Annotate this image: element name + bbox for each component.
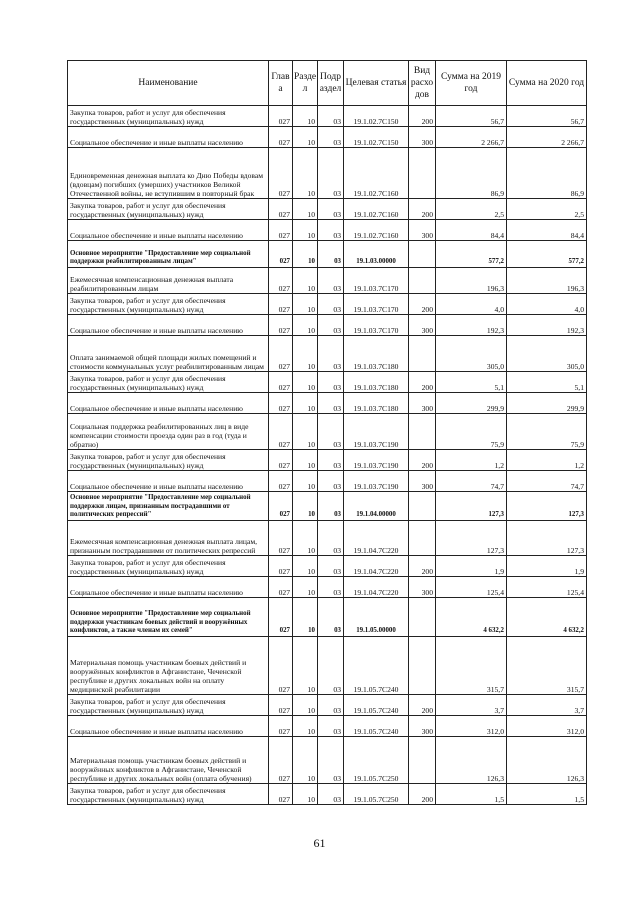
cell-razdel: 10 bbox=[293, 199, 318, 220]
header-vid-raskhodov: Вид расхо дов bbox=[409, 61, 436, 106]
cell-vr: 200 bbox=[409, 372, 436, 393]
cell-glava: 027 bbox=[269, 268, 293, 294]
cell-glava: 027 bbox=[269, 492, 293, 521]
cell-cs: 19.1.03.7С190 bbox=[344, 471, 409, 492]
cell-s20: 299,9 bbox=[507, 393, 587, 414]
cell-s20: 577,2 bbox=[507, 241, 587, 268]
cell-razdel: 10 bbox=[293, 737, 318, 784]
cell-razdel: 10 bbox=[293, 127, 318, 148]
cell-glava: 027 bbox=[269, 471, 293, 492]
cell-vr bbox=[409, 268, 436, 294]
cell-s19: 299,9 bbox=[436, 393, 507, 414]
cell-s20: 4,0 bbox=[507, 294, 587, 315]
cell-s20: 56,7 bbox=[507, 106, 587, 127]
cell-podr: 03 bbox=[318, 737, 344, 784]
cell-razdel: 10 bbox=[293, 492, 318, 521]
cell-name: Социальное обеспечение и иные выплаты населению bbox=[68, 220, 269, 241]
cell-razdel: 10 bbox=[293, 393, 318, 414]
cell-cs: 19.1.04.7С220 bbox=[344, 521, 409, 556]
cell-razdel: 10 bbox=[293, 106, 318, 127]
page-number: 61 bbox=[313, 836, 326, 850]
cell-glava: 027 bbox=[269, 372, 293, 393]
table-row bbox=[68, 393, 587, 414]
cell-razdel: 10 bbox=[293, 414, 318, 450]
cell-name: Основное мероприятие "Предоставление мер социальной поддержки реабилитированным лицам" bbox=[68, 241, 269, 268]
cell-cs: 19.1.04.00000 bbox=[344, 492, 409, 521]
cell-vr: 300 bbox=[409, 716, 436, 737]
cell-name: Закупка товаров, работ и услуг для обеспечения государственных (муниципальных) нужд bbox=[68, 450, 269, 471]
cell-podr: 03 bbox=[318, 556, 344, 577]
cell-razdel: 10 bbox=[293, 268, 318, 294]
cell-s19: 1,9 bbox=[436, 556, 507, 577]
cell-s19: 2 266,7 bbox=[436, 127, 507, 148]
cell-glava: 027 bbox=[269, 637, 293, 695]
cell-s19: 5,1 bbox=[436, 372, 507, 393]
cell-podr: 03 bbox=[318, 471, 344, 492]
cell-name: Социальное обеспечение и иные выплаты населению bbox=[68, 315, 269, 336]
cell-s19: 577,2 bbox=[436, 241, 507, 268]
cell-s19: 84,4 bbox=[436, 220, 507, 241]
cell-cs: 19.1.03.7С180 bbox=[344, 393, 409, 414]
cell-podr: 03 bbox=[318, 372, 344, 393]
cell-razdel: 10 bbox=[293, 556, 318, 577]
cell-glava: 027 bbox=[269, 414, 293, 450]
header-sum-2019: Сумма на 2019 год bbox=[436, 61, 507, 106]
cell-podr: 03 bbox=[318, 148, 344, 199]
cell-cs: 19.1.05.7С240 bbox=[344, 695, 409, 716]
cell-podr: 03 bbox=[318, 450, 344, 471]
cell-cs: 19.1.05.7С240 bbox=[344, 637, 409, 695]
cell-s20: 5,1 bbox=[507, 372, 587, 393]
cell-razdel: 10 bbox=[293, 372, 318, 393]
cell-podr: 03 bbox=[318, 220, 344, 241]
table-row-section bbox=[68, 241, 587, 268]
cell-cs: 19.1.02.7С150 bbox=[344, 106, 409, 127]
cell-vr bbox=[409, 336, 436, 372]
cell-s20: 84,4 bbox=[507, 220, 587, 241]
table-header bbox=[68, 61, 587, 106]
cell-cs: 19.1.02.7С160 bbox=[344, 199, 409, 220]
cell-s20: 127,3 bbox=[507, 521, 587, 556]
cell-cs: 19.1.03.00000 bbox=[344, 241, 409, 268]
cell-glava: 027 bbox=[269, 521, 293, 556]
cell-s19: 56,7 bbox=[436, 106, 507, 127]
cell-s19: 196,3 bbox=[436, 268, 507, 294]
cell-cs: 19.1.03.7С170 bbox=[344, 315, 409, 336]
cell-podr: 03 bbox=[318, 336, 344, 372]
cell-s20: 86,9 bbox=[507, 148, 587, 199]
cell-cs: 19.1.02.7С150 bbox=[344, 127, 409, 148]
cell-razdel: 10 bbox=[293, 336, 318, 372]
cell-s19: 192,3 bbox=[436, 315, 507, 336]
cell-glava: 027 bbox=[269, 393, 293, 414]
cell-name: Закупка товаров, работ и услуг для обеспечения государственных (муниципальных) нужд bbox=[68, 294, 269, 315]
cell-glava: 027 bbox=[269, 577, 293, 598]
cell-cs: 19.1.05.7С250 bbox=[344, 737, 409, 784]
cell-s19: 127,3 bbox=[436, 492, 507, 521]
cell-name: Закупка товаров, работ и услуг для обеспечения государственных (муниципальных) нужд bbox=[68, 695, 269, 716]
cell-name: Единовременная денежная выплата ко Дню Победы вдовам (вдовцам) погибших (умерших) участников Великой Отечественной войны, не вступившим в повторный брак bbox=[68, 148, 269, 199]
cell-vr: 200 bbox=[409, 556, 436, 577]
cell-s20: 74,7 bbox=[507, 471, 587, 492]
cell-s19: 125,4 bbox=[436, 577, 507, 598]
cell-glava: 027 bbox=[269, 241, 293, 268]
header-celevaya-statya: Целевая статья bbox=[344, 61, 409, 106]
cell-name: Социальное обеспечение и иные выплаты населению bbox=[68, 127, 269, 148]
cell-s20: 2 266,7 bbox=[507, 127, 587, 148]
cell-vr bbox=[409, 521, 436, 556]
cell-razdel: 10 bbox=[293, 294, 318, 315]
cell-glava: 027 bbox=[269, 598, 293, 637]
cell-vr bbox=[409, 414, 436, 450]
cell-name: Материальная помощь участникам боевых действий и вооружённых конфликтов в Афганистане, Чеченской республике и других локальных войн (оплата обучения) bbox=[68, 737, 269, 784]
cell-name: Материальная помощь участникам боевых действий и вооружённых конфликтов в Афганистане, Чеченской республике и других локальных войн на оплату медицинской реабилитации bbox=[68, 637, 269, 695]
cell-vr bbox=[409, 148, 436, 199]
cell-name: Ежемесячная компенсационная денежная выплата реабилитированным лицам bbox=[68, 268, 269, 294]
cell-s19: 86,9 bbox=[436, 148, 507, 199]
cell-s20: 125,4 bbox=[507, 577, 587, 598]
cell-s20: 75,9 bbox=[507, 414, 587, 450]
cell-vr bbox=[409, 241, 436, 268]
cell-razdel: 10 bbox=[293, 521, 318, 556]
cell-razdel: 10 bbox=[293, 716, 318, 737]
cell-s20: 126,3 bbox=[507, 737, 587, 784]
cell-s19: 3,7 bbox=[436, 695, 507, 716]
cell-razdel: 10 bbox=[293, 598, 318, 637]
cell-s20: 315,7 bbox=[507, 637, 587, 695]
cell-s19: 2,5 bbox=[436, 199, 507, 220]
cell-s19: 305,0 bbox=[436, 336, 507, 372]
cell-cs: 19.1.04.7С220 bbox=[344, 556, 409, 577]
cell-glava: 027 bbox=[269, 106, 293, 127]
cell-s19: 4 632,2 bbox=[436, 598, 507, 637]
cell-s19: 1,2 bbox=[436, 450, 507, 471]
cell-name: Социальное обеспечение и иные выплаты населению bbox=[68, 471, 269, 492]
cell-name: Закупка товаров, работ и услуг для обеспечения государственных (муниципальных) нужд bbox=[68, 199, 269, 220]
cell-cs: 19.1.03.7С190 bbox=[344, 450, 409, 471]
cell-cs: 19.1.02.7С160 bbox=[344, 148, 409, 199]
cell-s20: 196,3 bbox=[507, 268, 587, 294]
cell-s20: 192,3 bbox=[507, 315, 587, 336]
cell-razdel: 10 bbox=[293, 695, 318, 716]
cell-cs: 19.1.05.7С250 bbox=[344, 784, 409, 805]
table-row-section bbox=[68, 598, 587, 637]
cell-s20: 1,9 bbox=[507, 556, 587, 577]
header-sum-2020: Сумма на 2020 год bbox=[507, 61, 587, 106]
cell-cs: 19.1.05.00000 bbox=[344, 598, 409, 637]
cell-razdel: 10 bbox=[293, 471, 318, 492]
cell-podr: 03 bbox=[318, 598, 344, 637]
cell-cs: 19.1.03.7С180 bbox=[344, 336, 409, 372]
cell-vr: 200 bbox=[409, 199, 436, 220]
cell-name: Социальное обеспечение и иные выплаты населению bbox=[68, 716, 269, 737]
table-row bbox=[68, 471, 587, 492]
cell-razdel: 10 bbox=[293, 241, 318, 268]
cell-podr: 03 bbox=[318, 577, 344, 598]
cell-name: Оплата занимаемой общей площади жилых помещений и стоимости коммунальных услуг реабилитированным лицам bbox=[68, 336, 269, 372]
cell-s20: 305,0 bbox=[507, 336, 587, 372]
table-row bbox=[68, 294, 587, 315]
cell-s19: 315,7 bbox=[436, 637, 507, 695]
cell-glava: 027 bbox=[269, 784, 293, 805]
header-glava: Глав а bbox=[269, 61, 293, 106]
cell-s20: 3,7 bbox=[507, 695, 587, 716]
cell-name: Основное мероприятие "Предоставление мер социальной поддержки участникам боевых действий и вооружённых конфликтов, а также членам их семей" bbox=[68, 598, 269, 637]
cell-vr: 300 bbox=[409, 315, 436, 336]
cell-name: Закупка товаров, работ и услуг для обеспечения государственных (муниципальных) нужд bbox=[68, 106, 269, 127]
cell-vr: 200 bbox=[409, 294, 436, 315]
cell-razdel: 10 bbox=[293, 637, 318, 695]
cell-s19: 74,7 bbox=[436, 471, 507, 492]
cell-cs: 19.1.04.7С220 bbox=[344, 577, 409, 598]
header-name: Наименование bbox=[68, 61, 269, 106]
table-row bbox=[68, 199, 587, 220]
cell-podr: 03 bbox=[318, 637, 344, 695]
cell-s19: 4,0 bbox=[436, 294, 507, 315]
cell-vr bbox=[409, 637, 436, 695]
table-row bbox=[68, 577, 587, 598]
header-razdel: Разде л bbox=[293, 61, 318, 106]
cell-glava: 027 bbox=[269, 315, 293, 336]
cell-s20: 127,3 bbox=[507, 492, 587, 521]
cell-podr: 03 bbox=[318, 393, 344, 414]
cell-s19: 126,3 bbox=[436, 737, 507, 784]
table-row bbox=[68, 556, 587, 577]
table-row bbox=[68, 268, 587, 294]
cell-podr: 03 bbox=[318, 241, 344, 268]
cell-vr: 300 bbox=[409, 471, 436, 492]
cell-s19: 1,5 bbox=[436, 784, 507, 805]
cell-cs: 19.1.03.7С180 bbox=[344, 372, 409, 393]
table-row bbox=[68, 716, 587, 737]
cell-s20: 2,5 bbox=[507, 199, 587, 220]
cell-podr: 03 bbox=[318, 315, 344, 336]
cell-vr bbox=[409, 598, 436, 637]
cell-s20: 1,5 bbox=[507, 784, 587, 805]
cell-razdel: 10 bbox=[293, 315, 318, 336]
cell-razdel: 10 bbox=[293, 577, 318, 598]
cell-name: Социальная поддержка реабилитированных лиц в виде компенсации стоимости проезда один раз в год (туда и обратно) bbox=[68, 414, 269, 450]
cell-vr: 300 bbox=[409, 220, 436, 241]
cell-name: Ежемесячная компенсационная денежная выплата лицам, признанным пострадавшими от политических репрессий bbox=[68, 521, 269, 556]
table-row bbox=[68, 148, 587, 199]
cell-name: Закупка товаров, работ и услуг для обеспечения государственных (муниципальных) нужд bbox=[68, 556, 269, 577]
budget-table bbox=[67, 60, 587, 805]
cell-podr: 03 bbox=[318, 695, 344, 716]
header-podrazdel: Подр аздел bbox=[318, 61, 344, 106]
cell-vr bbox=[409, 492, 436, 521]
cell-vr: 300 bbox=[409, 577, 436, 598]
table-row bbox=[68, 372, 587, 393]
cell-razdel: 10 bbox=[293, 220, 318, 241]
cell-vr: 300 bbox=[409, 127, 436, 148]
cell-name: Основное мероприятие "Предоставление мер социальной поддержки лицам, признанным пострадавшими от политических репрессий" bbox=[68, 492, 269, 521]
cell-glava: 027 bbox=[269, 450, 293, 471]
cell-podr: 03 bbox=[318, 492, 344, 521]
table-row bbox=[68, 784, 587, 805]
table-row bbox=[68, 737, 587, 784]
cell-glava: 027 bbox=[269, 148, 293, 199]
cell-podr: 03 bbox=[318, 784, 344, 805]
cell-vr bbox=[409, 737, 436, 784]
table-row bbox=[68, 315, 587, 336]
cell-vr: 200 bbox=[409, 695, 436, 716]
cell-vr: 200 bbox=[409, 106, 436, 127]
cell-glava: 027 bbox=[269, 199, 293, 220]
cell-s20: 4 632,2 bbox=[507, 598, 587, 637]
cell-glava: 027 bbox=[269, 695, 293, 716]
cell-glava: 027 bbox=[269, 294, 293, 315]
cell-s19: 75,9 bbox=[436, 414, 507, 450]
table-row bbox=[68, 521, 587, 556]
cell-podr: 03 bbox=[318, 127, 344, 148]
cell-podr: 03 bbox=[318, 106, 344, 127]
cell-glava: 027 bbox=[269, 127, 293, 148]
cell-glava: 027 bbox=[269, 556, 293, 577]
cell-name: Социальное обеспечение и иные выплаты населению bbox=[68, 577, 269, 598]
cell-cs: 19.1.02.7С160 bbox=[344, 220, 409, 241]
table-row bbox=[68, 220, 587, 241]
cell-vr: 200 bbox=[409, 784, 436, 805]
table-row bbox=[68, 414, 587, 450]
cell-cs: 19.1.05.7С240 bbox=[344, 716, 409, 737]
table-row-section bbox=[68, 492, 587, 521]
table-row bbox=[68, 127, 587, 148]
cell-razdel: 10 bbox=[293, 450, 318, 471]
cell-razdel: 10 bbox=[293, 784, 318, 805]
cell-glava: 027 bbox=[269, 737, 293, 784]
cell-cs: 19.1.03.7С170 bbox=[344, 294, 409, 315]
cell-s19: 127,3 bbox=[436, 521, 507, 556]
table-row bbox=[68, 106, 587, 127]
cell-razdel: 10 bbox=[293, 148, 318, 199]
cell-name: Закупка товаров, работ и услуг для обеспечения государственных (муниципальных) нужд bbox=[68, 372, 269, 393]
cell-podr: 03 bbox=[318, 521, 344, 556]
table-row bbox=[68, 695, 587, 716]
cell-podr: 03 bbox=[318, 268, 344, 294]
cell-podr: 03 bbox=[318, 716, 344, 737]
cell-podr: 03 bbox=[318, 199, 344, 220]
table-row bbox=[68, 450, 587, 471]
cell-name: Закупка товаров, работ и услуг для обеспечения государственных (муниципальных) нужд bbox=[68, 784, 269, 805]
cell-vr: 200 bbox=[409, 450, 436, 471]
cell-s20: 1,2 bbox=[507, 450, 587, 471]
cell-vr: 300 bbox=[409, 393, 436, 414]
table-body bbox=[68, 106, 587, 805]
cell-cs: 19.1.03.7С170 bbox=[344, 268, 409, 294]
cell-glava: 027 bbox=[269, 220, 293, 241]
table-row bbox=[68, 637, 587, 695]
table-row bbox=[68, 336, 587, 372]
cell-cs: 19.1.03.7С190 bbox=[344, 414, 409, 450]
cell-name: Социальное обеспечение и иные выплаты населению bbox=[68, 393, 269, 414]
cell-podr: 03 bbox=[318, 294, 344, 315]
cell-podr: 03 bbox=[318, 414, 344, 450]
cell-s20: 312,0 bbox=[507, 716, 587, 737]
cell-s19: 312,0 bbox=[436, 716, 507, 737]
cell-glava: 027 bbox=[269, 336, 293, 372]
cell-glava: 027 bbox=[269, 716, 293, 737]
